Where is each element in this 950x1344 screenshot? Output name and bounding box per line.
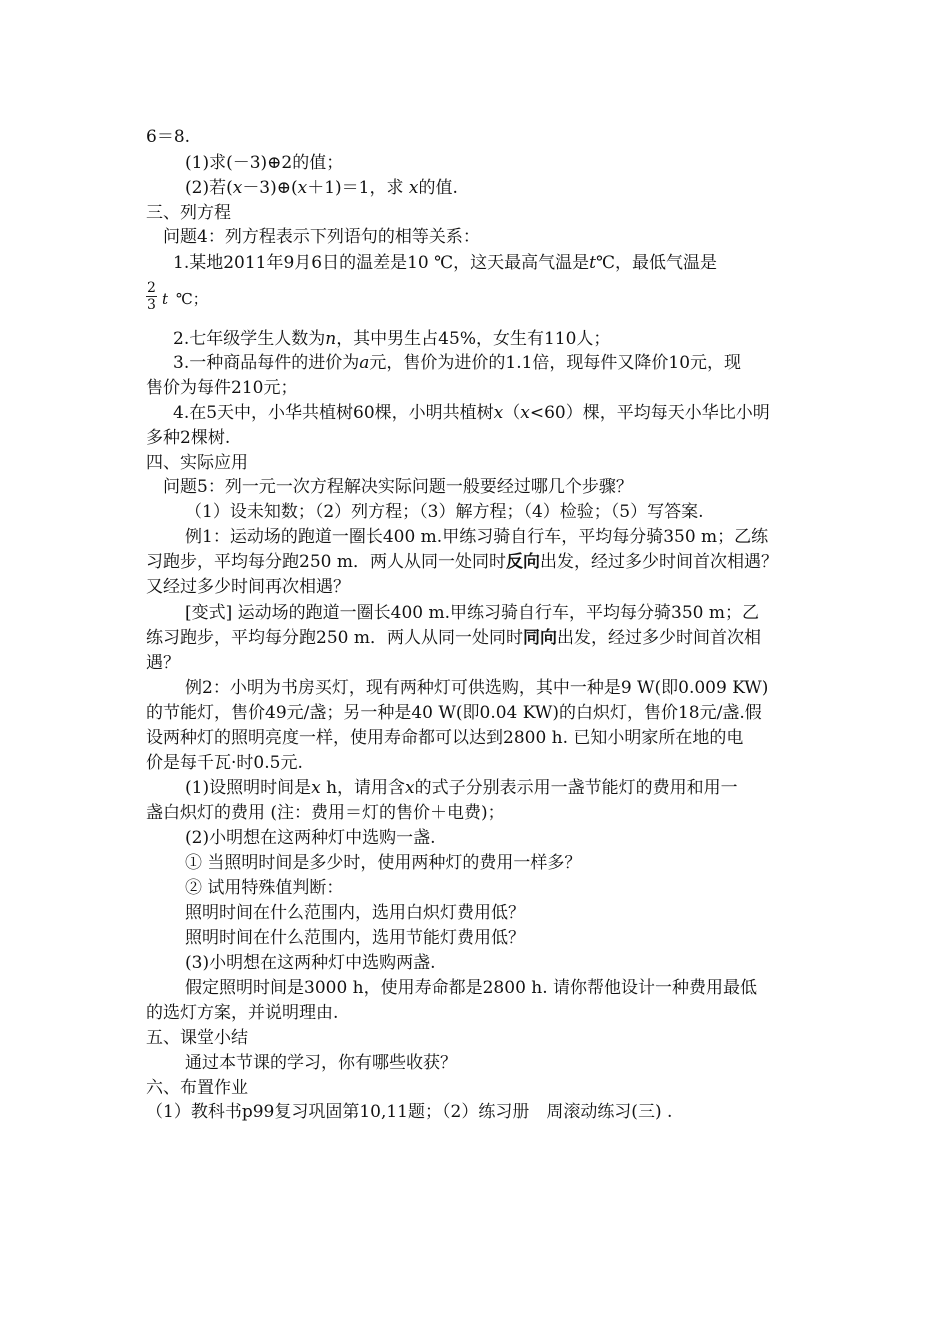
problem-4: 问题4：列方程表示下列语句的相等关系： [163,227,480,247]
sub-question-1-cont: 盏白炽灯的费用 (注：费用＝灯的售价＋电费)； [146,803,505,823]
section-heading-3: 三、列方程 [146,203,231,223]
sub-question-3-text: 假定照明时间是3000 h，使用寿命都是2800 h. 请你帮他设计一种费用最低 [185,978,758,998]
section-heading-5: 五、课堂小结 [146,1028,248,1048]
sub-question-2a: ① 当照明时间是多少时，使用两种灯的费用一样多？ [185,853,582,873]
fraction-two-thirds: $\frac{2}{3}$ [147,280,156,313]
sub-question-1: (1)设照明时间是x h，请用含x的式子分别表示用一盏节能灯的费用和用一 [185,778,738,798]
problem-5: 问题5：列一元一次方程解决实际问题一般要经过哪几个步骤？ [163,477,633,497]
variant-cont: 练习跑步，平均每分跑250 m．两人从同一处同时同向出发，经过多少时间首次相 [146,628,761,648]
item-4-cont: 多种2棵树. [146,428,231,448]
solution-steps: （1）设未知数；（2）列方程；（3）解方程；（4）检验；（5）写答案. [185,502,704,522]
sub-question-2d: 照明时间在什么范围内，选用节能灯费用低？ [185,928,525,948]
item-3-cont: 售价为每件210元； [146,378,298,398]
variant-cont2: 遇？ [146,653,180,673]
example-2-cont: 的节能灯，售价49元/盏；另一种是40 W(即0.04 KW)的白炽灯，售价18元/盏.假 [146,703,762,723]
variant: [变式] 运动场的跑道一圈长400 m.甲练习骑自行车，平均每分骑350 m；乙 [185,603,760,623]
homework: （1）教科书p99复习巩固第10,11题；（2）练习册 周滚动练习(三) . [146,1102,673,1122]
text-line: 6＝8. [146,127,191,147]
sub-question-2: (2)小明想在这两种灯中选购一盏. [185,828,436,848]
sub-question-2b: ② 试用特殊值判断： [185,878,344,898]
example-2-cont2: 设两种灯的照明亮度一样，使用寿命都可以达到2800 h. 已知小明家所在地的电 [146,728,744,748]
item-4: 4.在5天中，小华共植树60棵，小明共植树x（x<60）棵，平均每天小华比小明 [173,403,770,423]
example-2-cont3: 价是每千瓦·时0.5元. [146,753,303,773]
example-1-cont: 习跑步，平均每分跑250 m．两人从同一处同时反向出发，经过多少时间首次相遇？ [146,552,778,572]
section-heading-4: 四、实际应用 [146,453,248,473]
sub-question-3-cont: 的选灯方案，并说明理由. [146,1003,339,1023]
example-1-cont2: 又经过多少时间再次相遇？ [146,577,350,597]
summary-question: 通过本节课的学习，你有哪些收获？ [185,1053,457,1073]
item-2: 2.七年级学生人数为n，其中男生占45%，女生有110人； [173,329,611,349]
section-heading-6: 六、布置作业 [146,1078,248,1098]
item-1: 1.某地2011年9月6日的温差是10 ℃，这天最高气温是t℃，最低气温是 [173,253,718,273]
item-3: 3.一种商品每件的进价为a元，售价为进价的1.1倍，现每件又降价10元，现 [173,353,742,373]
example-1: 例1：运动场的跑道一圈长400 m.甲练习骑自行车，平均每分骑350 m；乙练 [185,527,769,547]
example-2: 例2：小明为书房买灯，现有两种灯可供选购，其中一种是9 W(即0.009 KW) [185,678,769,698]
sub-question-3: (3)小明想在这两种灯中选购两盏. [185,953,436,973]
sub-question-2c: 照明时间在什么范围内，选用白炽灯费用低？ [185,903,525,923]
question-2: (2)若(x－3)⊕(x＋1)＝1，求 x的值. [185,178,458,198]
question-1: (1)求(－3)⊕2的值； [185,153,344,173]
fraction-variable: t ℃； [162,290,208,308]
